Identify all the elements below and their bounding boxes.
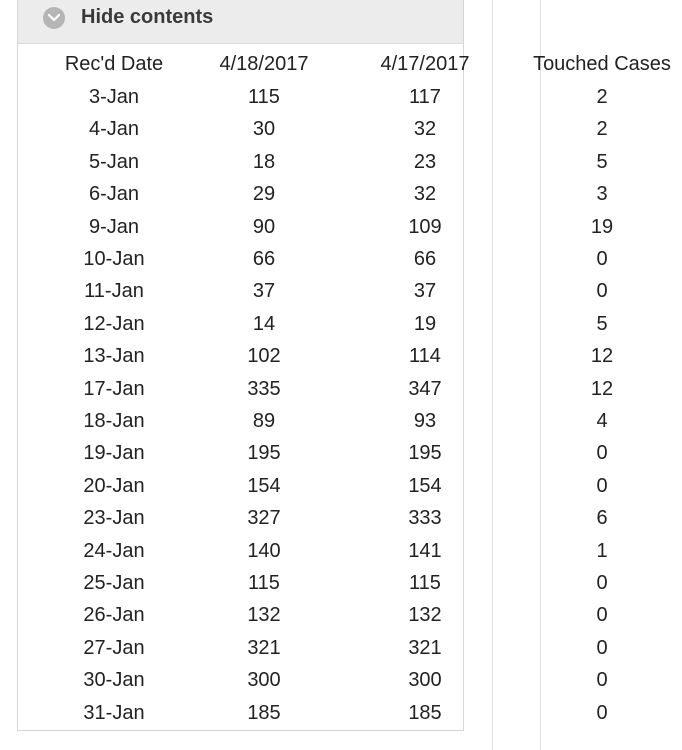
count-4-17-cell: 19 bbox=[413, 313, 437, 335]
received-date-cell: 4-Jan bbox=[88, 118, 140, 140]
touched-cases-cell: 6 bbox=[596, 507, 608, 529]
touched-cases-cell: 1 bbox=[596, 540, 608, 562]
count-4-18-cell: 140 bbox=[247, 540, 281, 562]
touched-cases-cell: 2 bbox=[596, 118, 608, 140]
count-4-17-cell: 115 bbox=[409, 572, 441, 594]
count-4-18-cell: 300 bbox=[247, 669, 281, 691]
count-4-18-cell: 18 bbox=[252, 151, 276, 173]
count-4-17-cell: 333 bbox=[408, 507, 442, 529]
count-4-17-cell: 347 bbox=[408, 378, 442, 400]
count-4-17-cell: 195 bbox=[408, 442, 442, 464]
touched-cases-cell: 0 bbox=[596, 604, 608, 626]
received-date-cell: 25-Jan bbox=[83, 572, 145, 594]
count-4-18-cell: 335 bbox=[247, 378, 281, 400]
column-header: 4/17/2017 bbox=[380, 53, 470, 75]
touched-cases-cell: 0 bbox=[596, 475, 608, 497]
count-4-18-cell: 66 bbox=[252, 248, 276, 270]
touched-cases-cell: 0 bbox=[596, 280, 608, 302]
received-date-cell: 5-Jan bbox=[88, 151, 140, 173]
count-4-18-cell: 132 bbox=[247, 604, 281, 626]
touched-cases-cell: 0 bbox=[596, 572, 608, 594]
count-4-18-cell: 102 bbox=[247, 345, 281, 367]
count-4-18-cell: 327 bbox=[247, 507, 281, 529]
received-date-cell: 20-Jan bbox=[83, 475, 145, 497]
received-date-cell: 9-Jan bbox=[88, 216, 140, 238]
count-4-18-cell: 115 bbox=[248, 86, 280, 108]
received-date-cell: 12-Jan bbox=[83, 313, 145, 335]
received-date-cell: 23-Jan bbox=[83, 507, 145, 529]
touched-cases-cell: 0 bbox=[596, 702, 608, 724]
count-4-17-cell: 32 bbox=[413, 183, 437, 205]
count-4-17-cell: 141 bbox=[408, 540, 442, 562]
count-4-18-cell: 90 bbox=[252, 216, 276, 238]
count-4-17-cell: 32 bbox=[413, 118, 437, 140]
received-date-cell: 18-Jan bbox=[83, 410, 145, 432]
count-4-18-cell: 14 bbox=[252, 313, 276, 335]
count-4-17-cell: 37 bbox=[413, 280, 437, 302]
touched-cases-cell: 12 bbox=[590, 345, 614, 367]
received-date-cell: 26-Jan bbox=[83, 604, 145, 626]
hide-contents-toggle[interactable] bbox=[18, 0, 463, 44]
received-date-cell: 17-Jan bbox=[83, 378, 145, 400]
touched-cases-cell: 0 bbox=[596, 248, 608, 270]
touched-cases-cell: 0 bbox=[596, 442, 608, 464]
hide-contents-label[interactable]: Hide contents bbox=[81, 6, 214, 28]
touched-cases-cell: 5 bbox=[596, 313, 608, 335]
count-4-17-cell: 185 bbox=[408, 702, 442, 724]
received-date-cell: 6-Jan bbox=[88, 183, 140, 205]
count-4-18-cell: 37 bbox=[252, 280, 276, 302]
count-4-18-cell: 195 bbox=[247, 442, 281, 464]
received-date-cell: 13-Jan bbox=[83, 345, 145, 367]
count-4-17-cell: 23 bbox=[413, 151, 437, 173]
count-4-17-cell: 321 bbox=[408, 637, 442, 659]
received-date-cell: 31-Jan bbox=[83, 702, 145, 724]
count-4-18-cell: 115 bbox=[248, 572, 280, 594]
touched-cases-cell: 4 bbox=[596, 410, 608, 432]
touched-cases-cell: 2 bbox=[596, 86, 608, 108]
count-4-17-cell: 114 bbox=[409, 345, 441, 367]
received-date-cell: 30-Jan bbox=[83, 669, 145, 691]
touched-cases-cell: 3 bbox=[596, 183, 608, 205]
count-4-18-cell: 30 bbox=[252, 118, 276, 140]
touched-cases-cell: 19 bbox=[590, 216, 614, 238]
touched-cases-cell: 0 bbox=[596, 669, 608, 691]
column-header: 4/18/2017 bbox=[219, 53, 309, 75]
column-header: Touched Cases bbox=[533, 53, 671, 75]
received-date-cell: 27-Jan bbox=[83, 637, 145, 659]
count-4-18-cell: 321 bbox=[247, 637, 281, 659]
count-4-17-cell: 93 bbox=[413, 410, 437, 432]
count-4-17-cell: 154 bbox=[408, 475, 442, 497]
received-date-cell: 3-Jan bbox=[88, 86, 140, 108]
chevron-down-icon[interactable] bbox=[43, 7, 65, 29]
count-4-17-cell: 132 bbox=[408, 604, 442, 626]
count-4-18-cell: 29 bbox=[252, 183, 276, 205]
touched-cases-cell: 12 bbox=[590, 378, 614, 400]
count-4-18-cell: 185 bbox=[247, 702, 281, 724]
count-4-17-cell: 109 bbox=[408, 216, 442, 238]
column-header: Rec'd Date bbox=[64, 53, 164, 75]
count-4-17-cell: 66 bbox=[413, 248, 437, 270]
touched-cases-cell: 5 bbox=[596, 151, 608, 173]
count-4-18-cell: 89 bbox=[252, 410, 276, 432]
received-date-cell: 10-Jan bbox=[83, 248, 145, 270]
count-4-18-cell: 154 bbox=[247, 475, 281, 497]
touched-cases-cell: 0 bbox=[596, 637, 608, 659]
count-4-17-cell: 300 bbox=[408, 669, 442, 691]
count-4-17-cell: 117 bbox=[409, 86, 441, 108]
received-date-cell: 24-Jan bbox=[83, 540, 145, 562]
received-date-cell: 19-Jan bbox=[83, 442, 145, 464]
received-date-cell: 11-Jan bbox=[84, 280, 144, 302]
